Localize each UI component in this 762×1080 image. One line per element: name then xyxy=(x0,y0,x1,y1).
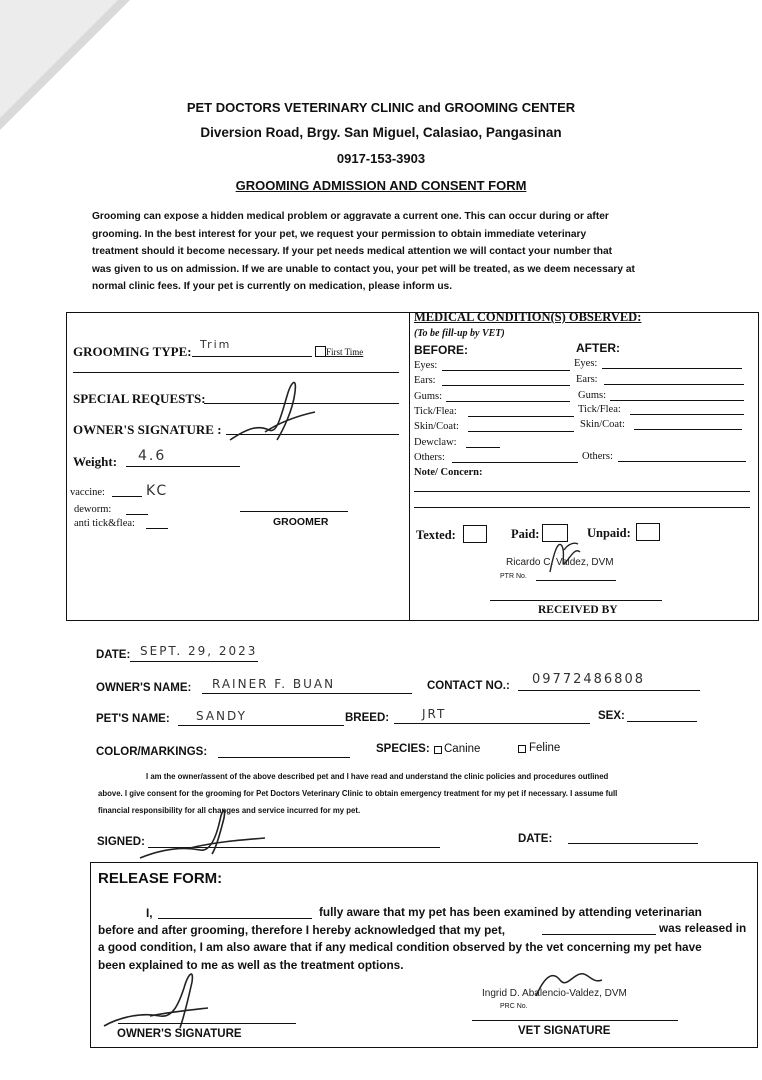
before-gums-line[interactable] xyxy=(446,401,570,402)
release-title: RELEASE FORM: xyxy=(98,870,223,887)
clinic-name: PET DOCTORS VETERINARY CLINIC and GROOMING CENTER xyxy=(186,100,576,115)
prc-label: PRC No. xyxy=(500,1003,528,1010)
feline-label: Feline xyxy=(529,742,561,754)
texted-label: Texted: xyxy=(416,528,456,542)
release-i: I, xyxy=(146,906,153,920)
groomer-line xyxy=(240,511,348,512)
signed-label: SIGNED: xyxy=(97,836,145,848)
before-others: Others: xyxy=(414,452,445,463)
clinic-phone: 0917-153-3903 xyxy=(336,151,426,166)
after-tick-flea: Tick/Flea: xyxy=(578,404,621,415)
ptr-label: PTR No. xyxy=(500,573,527,580)
intro-line: grooming. In the best interest for your pet, we request your permission to obtain immediate veterinary xyxy=(92,228,587,240)
contact-label: CONTACT NO.: xyxy=(427,680,510,692)
medical-subtitle: (To be fill-up by VET) xyxy=(414,328,505,339)
grooming-type-line xyxy=(192,356,312,357)
feline-checkbox[interactable] xyxy=(518,745,526,753)
after-eyes-line[interactable] xyxy=(602,368,742,369)
intro-line: normal clinic fees. If your pet is currently on medication, please inform us. xyxy=(92,281,453,292)
contact-value[interactable]: 09772486808 xyxy=(532,672,645,687)
intro-line: Grooming can expose a hidden medical problem or aggravate a current one. This can occur during or after xyxy=(92,211,609,222)
consent-line-2: above. I give consent for the grooming for Pet Doctors Veterinary Clinic to obtain emergency treatment for my pet if necessary. I assume full xyxy=(98,789,618,798)
pet-name-value[interactable]: SANDY xyxy=(196,709,247,723)
species-label: SPECIES: xyxy=(376,743,430,755)
grooming-type-label: GROOMING TYPE: xyxy=(73,344,192,359)
signed-date-line[interactable] xyxy=(568,843,698,844)
received-signature-mark xyxy=(540,532,590,580)
vet-signature-line xyxy=(472,1020,678,1021)
owner-signature-mark xyxy=(225,372,320,447)
intro-line: treatment should it become necessary. If your pet needs medical attention we will contact your number that xyxy=(92,246,613,257)
before-tick-flea: Tick/Flea: xyxy=(414,406,457,417)
anti-tick-flea-line xyxy=(146,528,168,529)
paid-label: Paid: xyxy=(511,527,540,541)
before-skin-coat: Skin/Coat: xyxy=(414,421,459,432)
medical-title: MEDICAL CONDITION(S) OBSERVED: xyxy=(414,310,642,324)
release-pet-name-line[interactable] xyxy=(542,934,656,935)
release-line-4: been explained to me as well as the treatment options. xyxy=(98,958,404,972)
note-concern-label: Note/ Concern: xyxy=(414,467,483,478)
intro-paragraph xyxy=(92,208,712,296)
date-line xyxy=(130,661,258,662)
owner-signature-line-release xyxy=(118,1023,296,1024)
note-line-2[interactable] xyxy=(414,507,750,508)
date-label: DATE: xyxy=(96,649,131,661)
after-ears-line[interactable] xyxy=(604,384,744,385)
before-skin-coat-line[interactable] xyxy=(468,431,574,432)
texted-checkbox[interactable] xyxy=(463,525,487,543)
vaccine-label: vaccine: xyxy=(70,487,105,498)
after-others: Others: xyxy=(582,451,613,462)
deworm-label: deworm: xyxy=(74,504,112,515)
grooming-type-value[interactable]: Trim xyxy=(200,338,232,351)
sex-label: SEX: xyxy=(598,710,625,722)
unpaid-label: Unpaid: xyxy=(587,526,631,540)
signed-date-label: DATE: xyxy=(518,833,553,845)
before-eyes-line[interactable] xyxy=(442,370,570,371)
pet-name-line xyxy=(178,725,344,726)
release-owner-name-line[interactable] xyxy=(158,918,312,919)
after-gums: Gums: xyxy=(578,390,607,401)
owner-name-label: OWNER'S NAME: xyxy=(96,682,192,694)
deworm-line xyxy=(126,514,148,515)
clinic-address: Diversion Road, Brgy. San Miguel, Calasiao, Pangasinan xyxy=(200,125,562,140)
vaccine-line xyxy=(112,496,142,497)
after-gums-line[interactable] xyxy=(610,400,744,401)
vet-name-stamp: Ricardo C. Valdez, DVM xyxy=(506,557,614,568)
release-line-2a: before and after grooming, therefore I hereby acknowledged that my pet, xyxy=(98,923,506,937)
before-tick-flea-line[interactable] xyxy=(468,416,574,417)
date-value[interactable]: SEPT. 29, 2023 xyxy=(140,644,258,658)
breed-line xyxy=(394,723,590,724)
anti-tick-flea-label: anti tick&flea: xyxy=(74,518,135,529)
release-owner-sig-label: OWNER'S SIGNATURE xyxy=(117,1028,242,1040)
unpaid-checkbox[interactable] xyxy=(636,523,660,541)
weight-line xyxy=(126,466,240,467)
release-line-1: fully aware that my pet has been examined by attending veterinarian xyxy=(319,905,702,919)
consent-line-1: I am the owner/assent of the above described pet and I have read and understand the clinic policies and procedures outlined xyxy=(146,772,609,781)
breed-value[interactable]: JRT xyxy=(422,707,447,721)
after-skin-coat: Skin/Coat: xyxy=(580,419,625,430)
contact-line xyxy=(518,690,700,691)
release-line-2b: was released in xyxy=(659,921,747,935)
consent-line-3: financial responsibility for all changes and service incurred for my pet. xyxy=(98,806,361,815)
vet-stamp: Ingrid D. Abalencio-Valdez, DVM xyxy=(482,988,627,999)
before-dewclaw: Dewclaw: xyxy=(414,437,457,448)
ptr-line xyxy=(536,580,616,581)
vet-signature-mark xyxy=(530,966,610,1006)
after-eyes: Eyes: xyxy=(574,358,598,369)
after-others-line[interactable] xyxy=(618,461,746,462)
breed-label: BREED: xyxy=(345,712,390,724)
note-line-1[interactable] xyxy=(414,491,750,492)
groomer-label: GROOMER xyxy=(273,516,329,528)
owner-name-value[interactable]: RAINER F. BUAN xyxy=(212,677,336,691)
after-tick-flea-line[interactable] xyxy=(630,414,744,415)
before-gums: Gums: xyxy=(414,391,443,402)
owner-signature-label: OWNER'S SIGNATURE : xyxy=(73,422,222,437)
release-vet-sig-label: VET SIGNATURE xyxy=(518,1025,611,1037)
before-others-line[interactable] xyxy=(452,462,578,463)
color-markings-label: COLOR/MARKINGS: xyxy=(96,746,208,758)
before-label: BEFORE: xyxy=(414,343,468,357)
signed-signature-mark xyxy=(120,800,270,862)
pet-name-label: PET'S NAME: xyxy=(96,713,170,725)
after-ears: Ears: xyxy=(576,374,598,385)
form-title: GROOMING ADMISSION AND CONSENT FORM xyxy=(235,178,527,193)
intro-line: was given to us on admission. If we are unable to contact you, your pet will be treated, as we deem necessary at xyxy=(92,263,635,275)
received-by-line xyxy=(490,600,662,601)
before-eyes: Eyes: xyxy=(414,360,438,371)
weight-label: Weight: xyxy=(73,454,118,469)
vaccine-value[interactable]: KC xyxy=(146,483,169,499)
first-time-label: First Time xyxy=(326,347,364,357)
after-label: AFTER: xyxy=(576,341,620,355)
color-markings-line[interactable] xyxy=(218,757,350,758)
received-by-label: RECEIVED BY xyxy=(538,604,618,616)
sex-line[interactable] xyxy=(627,721,697,722)
before-ears: Ears: xyxy=(414,375,436,386)
release-line-3: a good condition, I am also aware that if any medical condition observed by the vet concerning my pet have xyxy=(98,940,702,954)
weight-value[interactable]: 4.6 xyxy=(138,448,167,464)
before-ears-line[interactable] xyxy=(442,385,570,386)
special-requests-label: SPECIAL REQUESTS: xyxy=(73,391,206,406)
first-time-checkbox[interactable] xyxy=(315,346,326,357)
canine-checkbox[interactable] xyxy=(434,746,442,754)
after-skin-coat-line[interactable] xyxy=(634,429,742,430)
canine-label: Canine xyxy=(444,743,481,755)
before-dewclaw-line[interactable] xyxy=(466,447,500,448)
owner-name-line xyxy=(202,693,412,694)
